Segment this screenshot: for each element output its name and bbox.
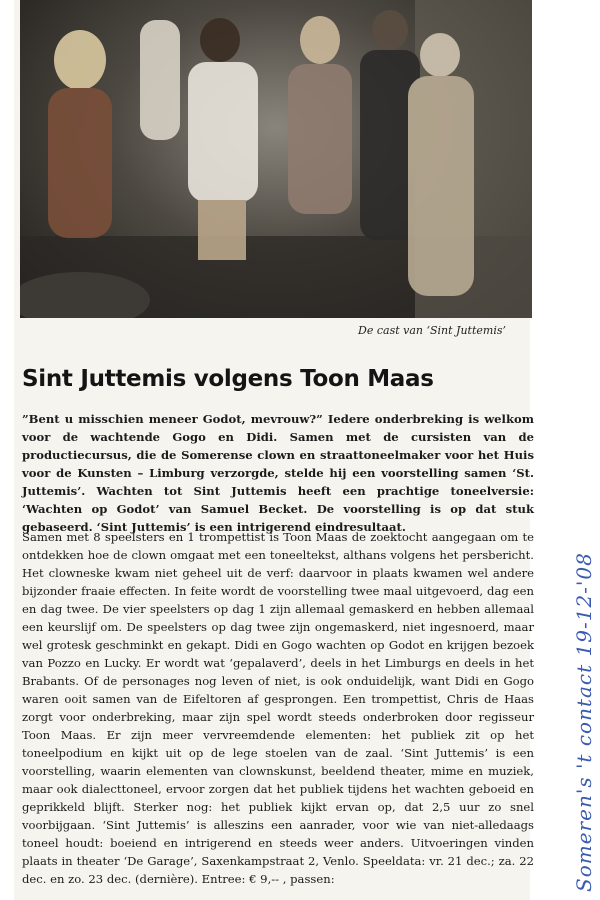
- article-headline: Sint Juttemis volgens Toon Maas: [22, 366, 434, 392]
- lead-paragraph: ”Bent u misschien meneer Godot, mevrouw?” Iedere onderbreking is welkom voor de wachtende Gogo en Didi. Samen met de cursisten van de productiecursus, die de Somerense clown en straattoneelmaker voor het Huis voor de Kunsten – Limburg verzorgde, stelde hij een voorstelling samen ‘St. Juttemis’. Wachten tot Sint Juttemis heeft een prachtige toneelversie: ‘Wachten op Godot’ van Samuel Becket. De voorstelling is op dat stuk gebaseerd. ‘Sint Juttemis’ is een intrigerend eindresultaat.: [22, 412, 534, 534]
- article-body: [22, 528, 534, 888]
- photo-illustration: [20, 0, 532, 318]
- handwritten-annotation: Someren's 't contact 19-12-'08: [572, 552, 596, 892]
- body-paragraph: Samen met 8 speelsters en 1 trompettist is Toon Maas de zoektocht aangegaan om te ontdekken hoe de clown omgaat met een toneeltekst, althans volgens het persbericht. Het clowneske kwam niet geheel uit de verf: daarvoor in plaats kwamen wel andere bijzonder fraaie effecten. In feite wordt de voorstelling twee maal uitgevoerd, dag een en dag twee. De vier speelsters op dag 1 zijn allemaal gemaskerd en hebben allemaal een keurslijf om. De speelsters op dag twee zijn ongemaskerd, niet ingesnoerd, maar wel grotesk geschminkt en gekapt. Didi en Gogo wachten op Godot en krijgen bezoek van Pozzo en Lucky. Er wordt wat ‘gepalaverd’, deels in het Limburgs en deels in het Brabants. Of de personages nog leven of niet, is ook onduidelijk, want Didi en Gogo waren ooit samen van de Eifeltoren af gesprongen. Een trompettist, Chris de Haas zorgt voor onderbreking, maar zijn spel wordt steeds onderbroken door regisseur Toon Maas. Er zijn meer vervreemdende elementen: het publiek zit op het toneelpodium en kijkt uit op de lege stoelen van de zaal. ‘Sint Juttemis’ is een voorstelling, waarin elementen van clownskunst, beeldend theater, mime en muziek, maar ook dialecttoneel, ervoor zorgen dat het publiek tijdens het wachten geboeid en geprikkeld blijft. Sterker nog: het publiek kijkt ervan op, dat 2,5 uur zo snel voorbijgaan. ‘Sint Juttemis’ is alleszins een aanrader, voor wie van niet-alledaags toneel houdt: boeiend en intrigerend en steeds weer anders. Uitvoeringen vinden plaats in theater ‘De Garage’, Saxenkampstraat 2, Venlo. Speeldata: vr. 21 dec.; za. 22 dec. en zo. 23 dec. (dernière). Entree: € 9,-- , passen:: [22, 530, 534, 886]
- article-lead: [22, 410, 534, 536]
- photo-caption: De cast van ‘Sint Juttemis’: [358, 324, 506, 337]
- cast-photo: [20, 0, 532, 318]
- newspaper-clipping: [14, 0, 534, 900]
